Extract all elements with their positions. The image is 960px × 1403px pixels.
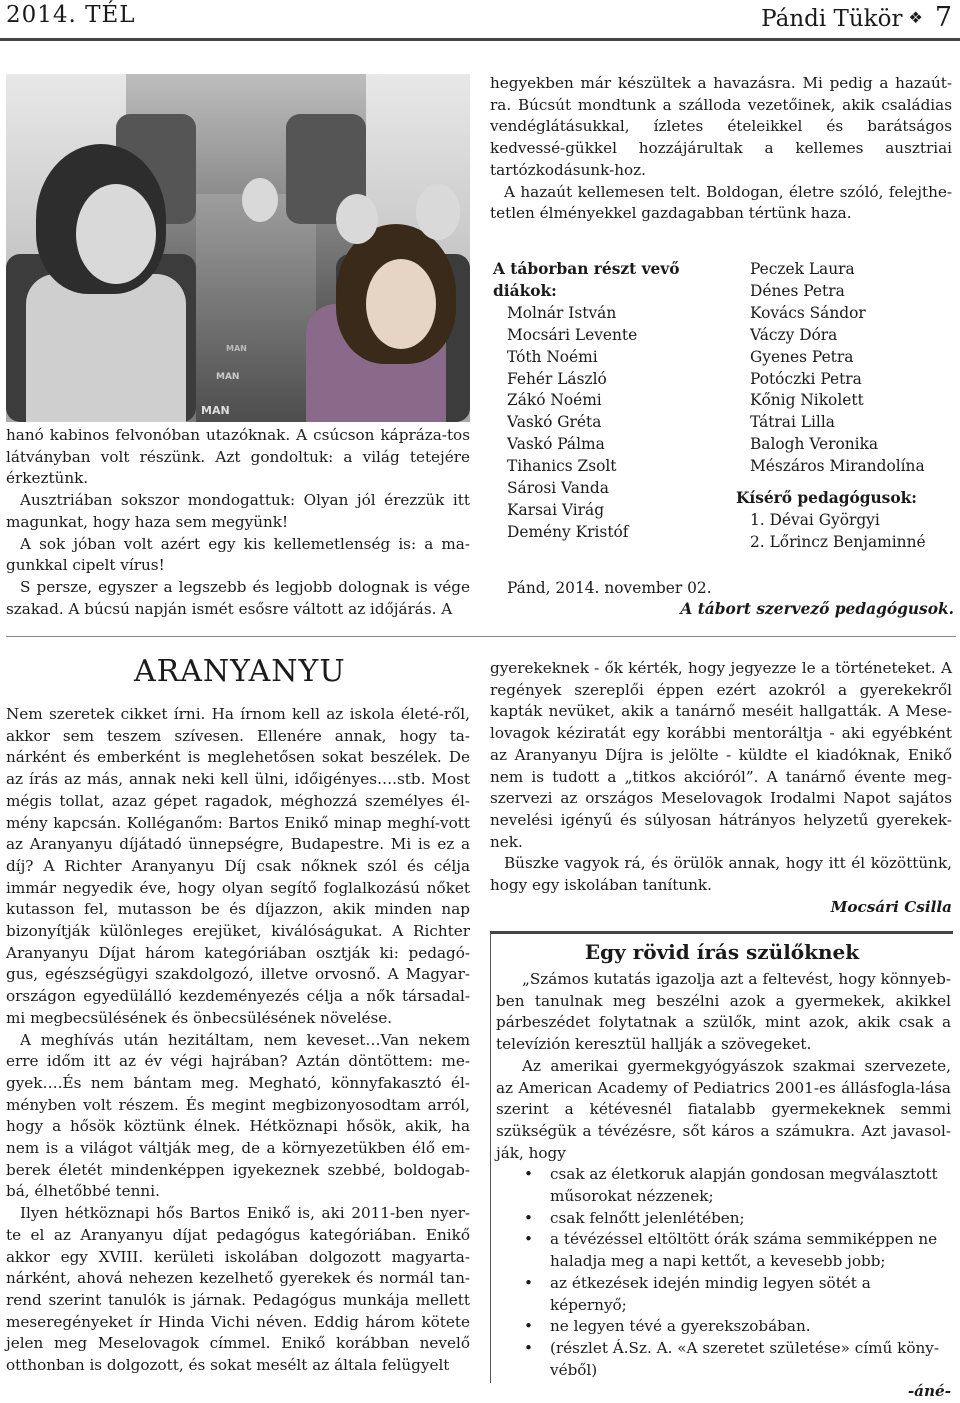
- list-item: Tátrai Lilla: [750, 413, 835, 432]
- photo-aisle: [196, 194, 316, 422]
- photo-person-face: [366, 259, 436, 349]
- list-item: Tihanics Zsolt: [507, 457, 617, 476]
- students-list-col2: [750, 259, 955, 478]
- paragraph: A hazaút kellemesen telt. Boldogan, életre szóló, felejthe-tetlen élményekkel gazdagabban tértünk haza.: [490, 182, 952, 223]
- paragraph: hanó kabinos felvonóban utazóknak. A csúcson kápráza-tos látványban volt részünk. Azt gondoltuk: a világ tetejére érkeztünk.: [6, 426, 470, 488]
- paragraph: gyerekeknek - ők kérték, hogy jegyezze le a történeteket. A regények szereplői éppen ezért azokról a gyerekekről kapták nevüket, akik a tanárnő meséit hallgatták. A Mese-lovagok kéziratát egy korábbi mentoráltja - aki egyébként az Aranyanyu Díjra is jelölte - küldte el kiadóknak, Enikő nem is tudott a „titkos akcióról”. A tanárnő évente meg-szervezi az országos Meselovagok Irodalmi Napot sajátos nevelési igényű és súlyosan hátrányos helyzetű gyerekek-nek.: [490, 659, 952, 851]
- list-item: • a tévézéssel eltöltött órák száma semmiképpen ne haladja meg a napi kettőt, a kevesebb jobb;: [546, 1229, 951, 1272]
- box-signature: -áné-: [907, 1382, 951, 1401]
- article-title: ARANYANYU: [134, 654, 346, 689]
- paragraph: Büszke vagyok rá, és örülök annak, hogy itt él közöttünk, hogy egy iskolában tanítunk.: [490, 854, 952, 895]
- organizers-signature: A tábort szervező pedagógusok.: [680, 600, 954, 618]
- list-item: Sárosi Vanda: [507, 479, 609, 498]
- box-body: [496, 969, 951, 1403]
- list-item: • az étkezések idején mindig legyen sötét a képernyő;: [546, 1273, 951, 1316]
- camp-article-left: [6, 425, 470, 620]
- paragraph: hegyekben már készültek a havazásra. Mi pedig a hazaút-ra. Búcsút mondtunk a szálloda vezetőinek, akik családias vendéglátásukkal, ízletes ételeikkel és barátságos kedvessé-gükkel hozzájárultak a kellemes ausztriai tartózkodásunk-hoz.: [490, 74, 952, 179]
- list-item: Balogh Veronika: [750, 435, 879, 454]
- photo-seat-logo: MAN: [216, 372, 240, 382]
- photo-seat-logo: MAN: [201, 404, 230, 417]
- list-item: Demény Kristóf: [507, 522, 629, 541]
- list-item: Tóth Noémi: [507, 347, 598, 366]
- paragraph: Az amerikai gyermekgyógyászok szakmai szervezete, az American Academy of Pediatrics 2001-es állásfogla-lása szerint a kétévesnél fiatalabb gyermekeknek semmi szükségük a tévézésre, sőt káros a számukra. Azt javasol-ják, hogy: [496, 1056, 951, 1162]
- paragraph: Ausztriában sokszor mondogattuk: Olyan jól érezzük itt magunkat, hogy haza sem megyünk!: [6, 491, 470, 531]
- photo-seat-logo: MAN: [226, 344, 247, 353]
- list-item: Molnár István: [507, 303, 617, 322]
- list-item: Fehér László: [507, 369, 607, 388]
- camp-article-right: [490, 73, 952, 225]
- list-item: 1. Dévai Györgyi: [750, 510, 880, 529]
- list-item: Potóczki Petra: [750, 369, 862, 388]
- photo-person-face: [76, 184, 156, 284]
- author-signature: Mocsári Csilla: [830, 897, 952, 916]
- photo-person-face: [416, 184, 460, 240]
- list-item: Kovács Sándor: [750, 303, 866, 322]
- publication-name: Pándi Tükör: [761, 6, 903, 32]
- list-item: Dénes Petra: [750, 281, 845, 300]
- paragraph: Nem szeretek cikket írni. Ha írnom kell az iskola életé-ről, akkor sem teszem szívesen. Ellenére annak, hogy ta-nárként és emberként is meglehetősen sokat beszélek. De az írás az más, annak neki kell ülni, időigényes….stb. Most mégis tollat, azaz gépet ragadok, méghozzá személyes él-mény kapcsán. Kolléganőm: Bartos Enikő minap meghí-vott az Aranyanyu díjátadó ünnepségre, Budapestre. Mi is ez a díj? A Richter Aranyanyu Díj csak nőknek szól és célja immár negyedik éve, hogy olyan segítő foglalkozású nőket kutasson fel, mutasson be és díjazzon, akik minden nap bizonyítják különleges erejüket, kiválóságukat. A Richter Aranyanyu Díjat három kategóriában osztják ki: pedagó-gus, egészségügyi szakdolgozó, illetve orvosnő. A Magyar-országon egyedülálló kezdeményezés célja a nők társadal-mi megbecsülésének és önbecsülésének növelése.: [6, 705, 470, 1027]
- list-item: Mocsári Levente: [507, 325, 638, 344]
- box-title: Egy rövid írás szülőknek: [584, 940, 860, 964]
- paragraph: A sok jóban volt azért egy kis kellemetlenség is: a ma-gunkkal cipelt vírus!: [6, 534, 470, 575]
- paragraph: Ilyen hétköznapi hős Bartos Enikő is, aki 2011-ben nyer-te el az Aranyanyu díjat pedagógus kategóriában. Enikő akkor egy XVIII. kerületi iskolában dolgozott magyarta-nárként, ahová nehezen kezelhető gyerekek és normál tan-rend szerint tanulók is járnak. Pedagógus munkája mellett meseregényeket ír Hinda Vichi néven. Eddig három kötete jelen meg Meselovagok címmel. Enikő korábban nevelő otthonban is dolgozott, és sokat mesélt az általa felügyelt: [6, 1204, 470, 1375]
- photo-person-face: [336, 194, 378, 244]
- list-item: • csak felnőtt jelenlétében;: [546, 1208, 951, 1230]
- section-divider: [6, 636, 956, 637]
- list-item: Peczek Laura: [750, 260, 855, 278]
- list-item: Vaskó Gréta: [507, 413, 602, 432]
- list-item: Vaskó Pálma: [507, 435, 605, 454]
- recommendations-list: [496, 1164, 951, 1381]
- list-item: • ne legyen tévé a gyerekszobában.: [546, 1316, 951, 1338]
- photo-person: [26, 274, 186, 422]
- list-item: Karsai Virág: [507, 500, 605, 519]
- diamond-ornament-icon: ❖: [908, 8, 923, 27]
- teachers-list: [736, 488, 956, 554]
- place-date: Pánd, 2014. november 02.: [507, 579, 712, 597]
- page-number: 7: [934, 2, 952, 33]
- aranyanyu-left-column: [6, 704, 470, 1377]
- teachers-heading: Kísérő pedagógusok:: [736, 489, 917, 507]
- publication-masthead: [761, 2, 952, 33]
- aranyanyu-right-column: [490, 658, 952, 918]
- students-heading: A táborban részt vevő diákok:: [493, 260, 680, 300]
- list-item: • csak az életkoruk alapján gondosan megválasztott műsorokat nézzenek;: [546, 1164, 951, 1207]
- photo-person-face: [242, 178, 278, 222]
- list-item: Gyenes Petra: [750, 347, 854, 366]
- page-header: [0, 0, 960, 34]
- list-item: • (részlet Á.Sz. A. «A szeretet születése» című köny-véből): [546, 1338, 951, 1381]
- paragraph: A meghívás után hezitáltam, nem keveset…Van nekem erre időm itt az év végi hajrában? Aztán döntöttem: me-gyek….És nem bántam meg. Megható, könnyfakasztó él-ményben volt részem. És megint megbizonyosodtam arról, hogy a hősök köztünk élnek. Hétköznapi hősök, akik, ha nem is a világot váltják meg, de a környezetükben élő em-berek életét mindenképpen igyekeznek szebbé, boldogab-bá, élhetőbbé tenni.: [6, 1030, 470, 1201]
- list-item: Mészáros Mirandolína: [750, 457, 925, 476]
- paragraph: „Számos kutatás igazolja azt a feltevést, hogy könnyeb-ben tanulnak meg beszélni azok a gyermekek, akikkel párbeszédet folytatnak a szülők, mint azok, akik csak a televízión keresztül hallják a szövegeket.: [496, 970, 951, 1054]
- list-item: Váczy Dóra: [750, 325, 838, 344]
- paragraph: S persze, egyszer a legszebb és legjobb dolognak is vége szakad. A búcsú napján ismét esősre váltott az időjárás. A: [6, 577, 470, 618]
- parents-note-box: [490, 931, 953, 1401]
- students-list-col1: [493, 259, 713, 544]
- list-item: 2. Lőrincz Benjaminné: [750, 532, 926, 551]
- list-item: Zákó Noémi: [507, 391, 602, 410]
- list-item: Kőnig Nikolett: [750, 391, 864, 410]
- bus-interior-photo: [6, 74, 470, 422]
- issue-season: 2014. TÉL: [6, 2, 136, 28]
- header-rule: [0, 38, 960, 41]
